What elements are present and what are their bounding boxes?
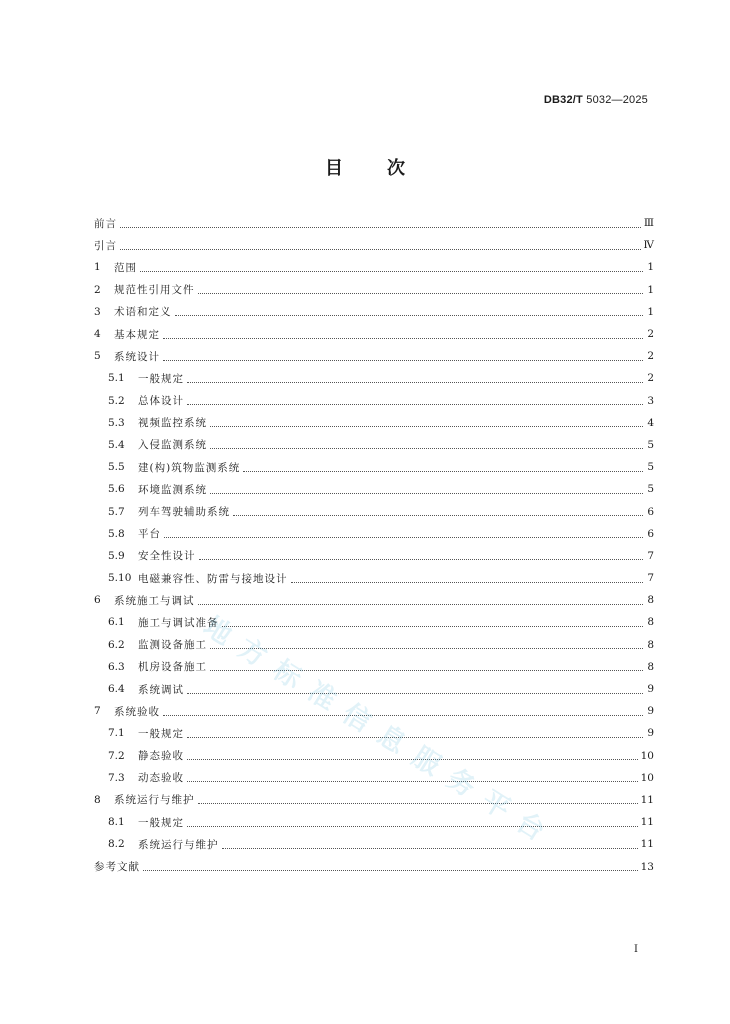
toc-entry-page: 7 [647,549,654,562]
toc-entry-page: 11 [640,793,654,806]
toc-dot-leader [222,838,638,849]
toc-entry-label: 入侵监测系统 [138,439,207,452]
toc-entry-label: 建(构)筑物监测系统 [138,461,241,474]
toc-entry-number: 4 [94,328,101,341]
title-char-2: 次 [387,158,405,179]
toc-entry[interactable] [94,412,654,434]
toc-entry[interactable] [94,567,654,589]
toc-entry[interactable] [94,545,654,567]
toc-entry-page: 5 [647,438,654,451]
toc-entry-label: 总体设计 [138,395,184,408]
toc-entry-page: 6 [647,527,654,540]
toc-entry[interactable] [94,523,654,545]
toc-entry-number: 5.5 [108,461,125,474]
toc-entry-number: 5.6 [108,483,125,496]
toc-dot-leader [210,483,643,494]
watermark: 地方标准信息服务平台 [197,610,562,855]
toc-dot-leader [164,527,643,538]
toc-entry-number: 6 [94,594,101,607]
toc-entry-page: 1 [647,283,654,296]
toc-entry[interactable] [94,634,654,656]
toc-entry-label: 基本规定 [114,328,160,341]
toc-entry-page: 2 [647,350,654,363]
toc-entry-number: 8 [94,793,101,806]
toc-dot-leader [199,549,644,560]
toc-entry-page: 11 [640,816,654,829]
toc-entry[interactable] [94,456,654,478]
standard-prefix: DB32/T [543,94,583,106]
toc-entry-number: 5.3 [108,416,125,429]
toc-entry-label: 一般规定 [138,816,184,829]
toc-entry-page: 9 [647,727,654,740]
toc-entry-label: 视频监控系统 [138,417,207,430]
toc-entry[interactable] [94,678,654,700]
toc-entry-number: 2 [94,283,101,296]
toc-entry-number: 6.2 [108,638,125,651]
toc-dot-leader [198,283,644,294]
toc-entry[interactable] [94,390,654,412]
toc-entry-number: 3 [94,305,101,318]
toc-entry[interactable] [94,656,654,678]
toc-entry-page: 10 [640,749,654,762]
toc-entry[interactable] [94,611,654,633]
toc-entry-number: 6.3 [108,660,125,673]
toc-entry-label: 安全性设计 [138,550,196,563]
toc-entry-number: 7.1 [108,727,125,740]
toc-entry-label: 系统运行与维护 [138,838,219,851]
toc-dot-leader [120,217,641,228]
toc-entry[interactable] [94,212,654,234]
toc-entry-number: 5.2 [108,394,125,407]
toc-entry-label: 系统设计 [114,350,160,363]
toc-entry[interactable] [94,745,654,767]
toc-entry-label: 术语和定义 [114,306,172,319]
toc-dot-leader [210,416,643,427]
toc-entry[interactable] [94,722,654,744]
toc-entry[interactable] [94,234,654,256]
toc-dot-leader [187,816,638,827]
toc-entry-page: 8 [647,638,654,651]
toc-dot-leader [233,505,643,516]
standard-code [544,94,648,106]
toc-entry-page: 9 [647,683,654,696]
toc-dot-leader [175,305,644,316]
toc-entry-label: 参考文献 [94,861,140,874]
toc-entry-page: 8 [647,594,654,607]
toc-entry[interactable] [94,434,654,456]
toc-entry-number: 5.10 [108,572,132,585]
toc-entry-number: 5.4 [108,438,125,451]
toc-entry-label: 范围 [114,261,137,274]
toc-entry-label: 环境监测系统 [138,483,207,496]
toc-entry-label: 电磁兼容性、防雷与接地设计 [138,572,288,585]
toc-entry-number: 7 [94,705,101,718]
toc-entry-number: 5 [94,350,101,363]
toc-entry-page: Ⅳ [643,239,654,252]
toc-entry[interactable] [94,279,654,301]
toc-entry-page: 6 [647,505,654,518]
toc-entry-page: 13 [640,860,654,873]
toc-entry-page: 5 [647,483,654,496]
toc-entry-number: 8.2 [108,838,125,851]
toc-entry-number: 5.7 [108,505,125,518]
toc-entry-page: 7 [647,572,654,585]
title-char-1: 目 [325,158,343,179]
toc-entry-label: 动态验收 [138,772,184,785]
toc-entry-label: 系统运行与维护 [114,794,195,807]
page-number: I [634,944,638,955]
toc-entry[interactable] [94,345,654,367]
toc-dot-leader [187,683,643,694]
toc-entry-number: 7.2 [108,749,125,762]
toc-entry-number: 5.9 [108,549,125,562]
toc-dot-leader [187,771,638,782]
toc-entry[interactable] [94,256,654,278]
toc-entry-label: 平台 [138,528,161,541]
toc-entry-page: 3 [647,394,654,407]
toc-entry[interactable] [94,789,654,811]
toc-entry-number: 6.1 [108,616,125,629]
toc-entry-page: 11 [640,838,654,851]
toc-dot-leader [222,616,644,627]
toc-entry[interactable] [94,855,654,877]
toc-entry[interactable] [94,700,654,722]
toc-entry[interactable] [94,301,654,323]
toc-entry-page: 5 [647,461,654,474]
toc-entry-number: 6.4 [108,683,125,696]
toc-dot-leader [120,239,641,250]
toc-dot-leader [210,438,643,449]
toc-dot-leader [243,461,643,472]
toc-entry-page: 9 [647,705,654,718]
toc-entry-label: 引言 [94,239,117,252]
toc-entry-label: 规范性引用文件 [114,284,195,297]
toc-entry-number: 1 [94,261,101,274]
table-of-contents [94,212,654,878]
toc-entry[interactable] [94,323,654,345]
toc-entry-label: 一般规定 [138,727,184,740]
toc-entry[interactable] [94,367,654,389]
toc-entry-label: 机房设备施工 [138,661,207,674]
toc-entry[interactable] [94,478,654,500]
toc-entry-label: 系统验收 [114,705,160,718]
standard-number: 5032—2025 [586,94,648,106]
toc-dot-leader [210,638,643,649]
toc-dot-leader [163,350,643,361]
toc-dot-leader [163,705,643,716]
toc-entry-label: 系统调试 [138,683,184,696]
toc-entry[interactable] [94,811,654,833]
toc-entry-number: 5.1 [108,372,125,385]
toc-entry-page: 8 [647,660,654,673]
toc-entry-label: 监测设备施工 [138,639,207,652]
toc-entry[interactable] [94,767,654,789]
toc-dot-leader [187,727,643,738]
toc-dot-leader [187,394,643,405]
toc-entry[interactable] [94,833,654,855]
toc-dot-leader [198,594,644,605]
toc-entry-label: 前言 [94,217,117,230]
toc-dot-leader [140,261,643,272]
toc-entry-label: 静态验收 [138,750,184,763]
toc-entry-page: 8 [647,616,654,629]
toc-dot-leader [163,328,643,339]
toc-entry-page: 2 [647,372,654,385]
toc-dot-leader [210,660,643,671]
toc-entry[interactable] [94,500,654,522]
toc-entry-label: 施工与调试准备 [138,616,219,629]
toc-dot-leader [187,749,638,760]
toc-dot-leader [143,860,638,871]
toc-entry-number: 8.1 [108,816,125,829]
toc-entry-page: 4 [647,416,654,429]
toc-entry-label: 列车驾驶辅助系统 [138,506,230,519]
toc-entry-label: 一般规定 [138,372,184,385]
toc-entry-page: 2 [647,328,654,341]
toc-dot-leader [198,793,638,804]
toc-entry-page: 1 [647,305,654,318]
toc-entry-page: 10 [640,771,654,784]
toc-entry-page: 1 [647,261,654,274]
toc-entry-page: Ⅲ [643,217,654,230]
toc-dot-leader [187,372,643,383]
toc-entry[interactable] [94,589,654,611]
page-title [0,154,730,180]
toc-entry-number: 7.3 [108,771,125,784]
toc-dot-leader [291,572,644,583]
toc-entry-number: 5.8 [108,527,125,540]
toc-entry-label: 系统施工与调试 [114,594,195,607]
